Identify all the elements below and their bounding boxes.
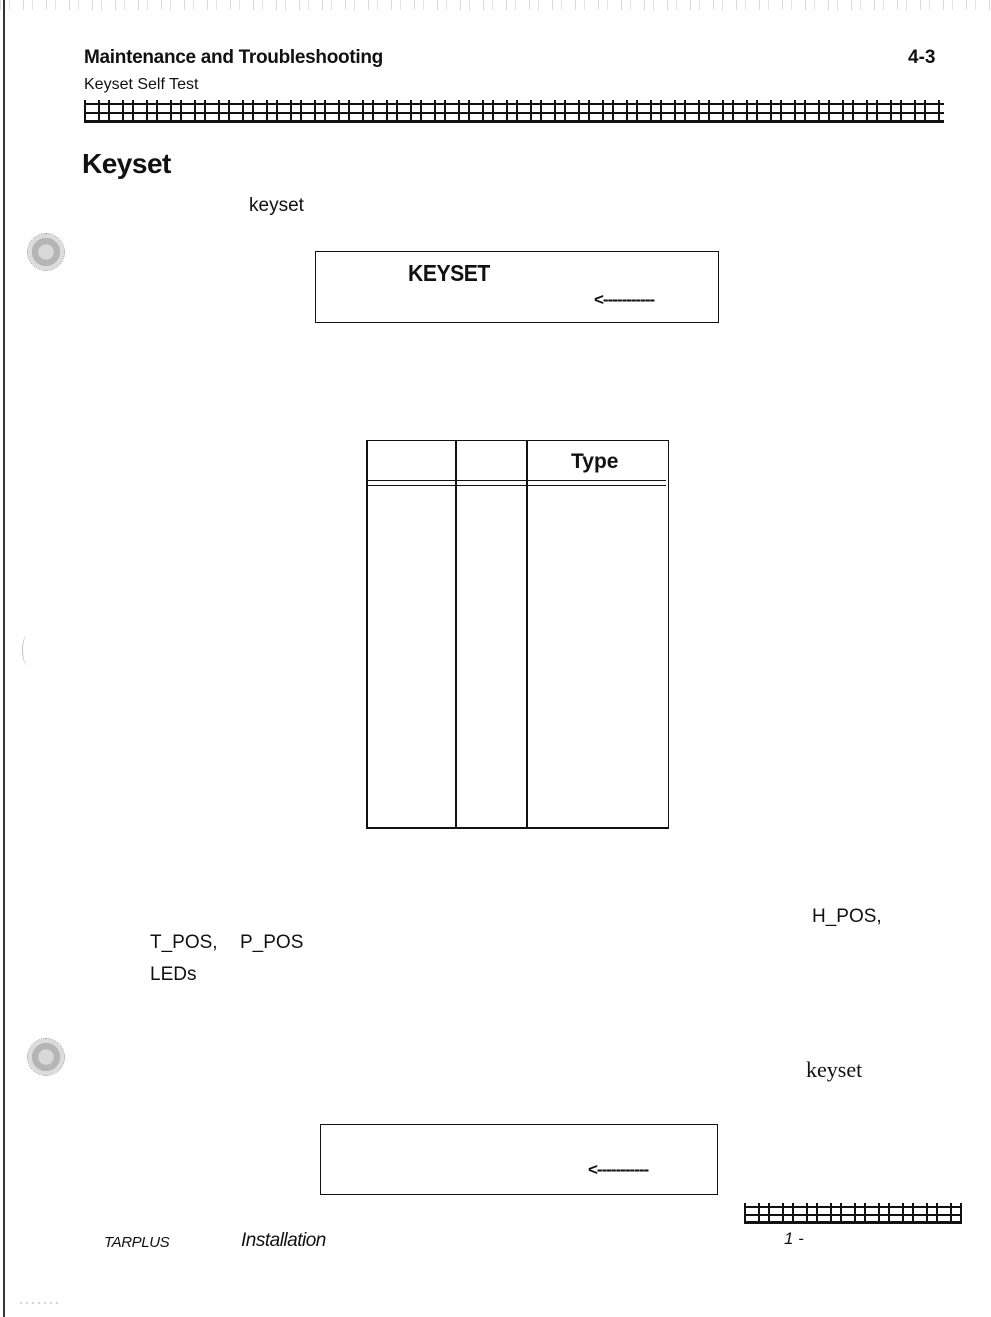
footer-product: TARPLUS: [104, 1234, 170, 1251]
header-title: Maintenance and Troubleshooting: [84, 47, 383, 68]
lcd-display-box: [315, 251, 719, 323]
scan-speck: [20, 1302, 60, 1304]
footer-greek-key-border: [744, 1203, 962, 1224]
body-text-keyset: keyset: [249, 195, 304, 216]
header-page-number: 4-3: [908, 47, 936, 68]
page-left-rule: [3, 0, 5, 1317]
scan-speck: [22, 635, 33, 665]
greek-key-border: [84, 100, 944, 123]
footer-manual-title: Installation: [241, 1230, 326, 1251]
table-column-divider: [526, 440, 528, 828]
body-text-t-pos: T_POS,: [150, 932, 218, 953]
body-text-leds: LEDs: [150, 964, 197, 985]
lcd-arrow-indicator: <-----------: [588, 1160, 649, 1179]
lcd-arrow-indicator: <-----------: [594, 290, 655, 309]
section-title: Keyset: [82, 148, 171, 179]
table-column-divider: [455, 440, 457, 828]
scan-noise-top: [0, 0, 991, 10]
lcd-display-text: KEYSET: [408, 260, 490, 286]
body-text-p-pos: P_POS: [240, 932, 304, 953]
binder-hole-icon: [27, 233, 65, 271]
keyset-table: [366, 440, 669, 829]
lcd-display-box: [320, 1124, 718, 1195]
table-header-rule: [368, 480, 666, 486]
footer-page: 1 -: [784, 1229, 804, 1248]
header-subtitle: Keyset Self Test: [84, 76, 199, 93]
body-text-h-pos: H_POS,: [812, 906, 882, 927]
table-header-type: Type: [571, 450, 619, 473]
binder-hole-icon: [27, 1038, 65, 1076]
body-text-keyset-serif: keyset: [806, 1057, 863, 1082]
